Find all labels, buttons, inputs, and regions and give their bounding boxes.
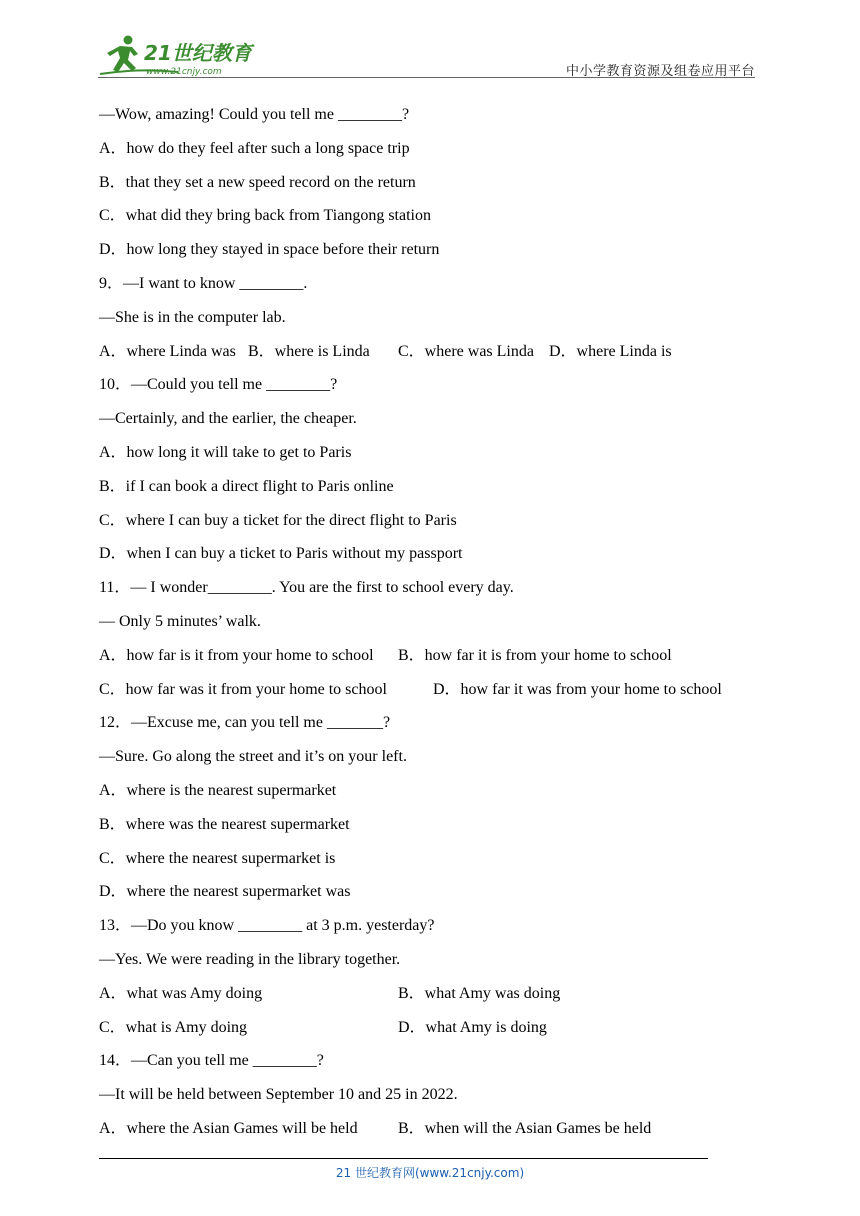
text-line: 10．—Could you tell me ________? <box>99 376 338 394</box>
option-text: A．where Linda was <box>99 342 236 360</box>
option-text: A．what was Amy doing <box>99 984 263 1002</box>
option-text: D．where Linda is <box>549 342 672 360</box>
option-text: D．how far it was from your home to school <box>433 680 722 698</box>
footer-divider <box>99 1158 708 1159</box>
text-line: —She is in the computer lab. <box>99 308 286 326</box>
text-line: A．how long it will take to get to Paris <box>99 443 352 461</box>
text-line: 14．—Can you tell me ________? <box>99 1052 324 1070</box>
text-line: D．where the nearest supermarket was <box>99 883 351 901</box>
text-line: —Yes. We were reading in the library together. <box>99 950 401 968</box>
text-line: B．if I can book a direct flight to Paris online <box>99 477 394 495</box>
option-text: A．how far is it from your home to school <box>99 646 374 664</box>
text-line: —Wow, amazing! Could you tell me ________? <box>99 106 410 123</box>
option-text: B．when will the Asian Games be held <box>398 1119 652 1137</box>
text-line: D．how long they stayed in space before their return <box>99 241 440 259</box>
text-line: C．where I can buy a ticket for the direct flight to Paris <box>99 511 457 529</box>
text-line: —It will be held between September 10 and 25 in 2022. <box>99 1086 458 1104</box>
text-line: A．where is the nearest supermarket <box>99 781 337 799</box>
header-divider <box>98 77 755 78</box>
logo-text: 21世纪教育 <box>144 41 252 65</box>
text-line: —Certainly, and the earlier, the cheaper. <box>99 410 357 428</box>
header-platform-text: 中小学教育资源及组卷应用平台 <box>565 64 755 79</box>
footer-source[interactable]: 21 世纪教育网(www.21cnjy.com) <box>335 1166 525 1180</box>
logo-url: www.21cnjy.com <box>146 67 222 77</box>
text-line: D．when I can buy a ticket to Paris without my passport <box>99 545 463 563</box>
text-line: 9．—I want to know ________. <box>99 274 308 292</box>
options-row <box>99 1119 779 1153</box>
options-row <box>99 646 779 680</box>
option-text: B．what Amy was doing <box>398 984 561 1002</box>
option-text: B．where is Linda <box>248 342 370 360</box>
text-line: 13．—Do you know ________ at 3 p.m. yesterday? <box>99 917 435 935</box>
options-row <box>99 1018 779 1052</box>
options-row <box>99 342 779 376</box>
option-text: C．what is Amy doing <box>99 1018 248 1036</box>
options-row <box>99 984 779 1018</box>
text-line: 11．— I wonder________. You are the first to school every day. <box>99 579 514 597</box>
text-line: C．what did they bring back from Tiangong station <box>99 207 431 225</box>
question-list <box>99 105 779 1153</box>
text-line: B．where was the nearest supermarket <box>99 815 350 833</box>
option-text: C．where was Linda <box>398 342 534 360</box>
text-line: C．where the nearest supermarket is <box>99 849 336 867</box>
logo-21cnjy <box>98 34 268 78</box>
options-row <box>99 680 779 714</box>
text-line: 12．—Excuse me, can you tell me _______? <box>99 714 391 732</box>
text-line: A．how do they feel after such a long space trip <box>99 139 410 157</box>
option-text: B．how far it is from your home to school <box>398 646 672 664</box>
option-text: A．where the Asian Games will be held <box>99 1119 358 1137</box>
option-text: D．what Amy is doing <box>398 1018 547 1036</box>
text-line: B．that they set a new speed record on the return <box>99 173 416 191</box>
page-header <box>98 34 755 78</box>
text-line: — Only 5 minutes’ walk. <box>99 612 261 630</box>
text-line: —Sure. Go along the street and it’s on your left. <box>99 748 407 766</box>
option-text: C．how far was it from your home to school <box>99 680 387 698</box>
